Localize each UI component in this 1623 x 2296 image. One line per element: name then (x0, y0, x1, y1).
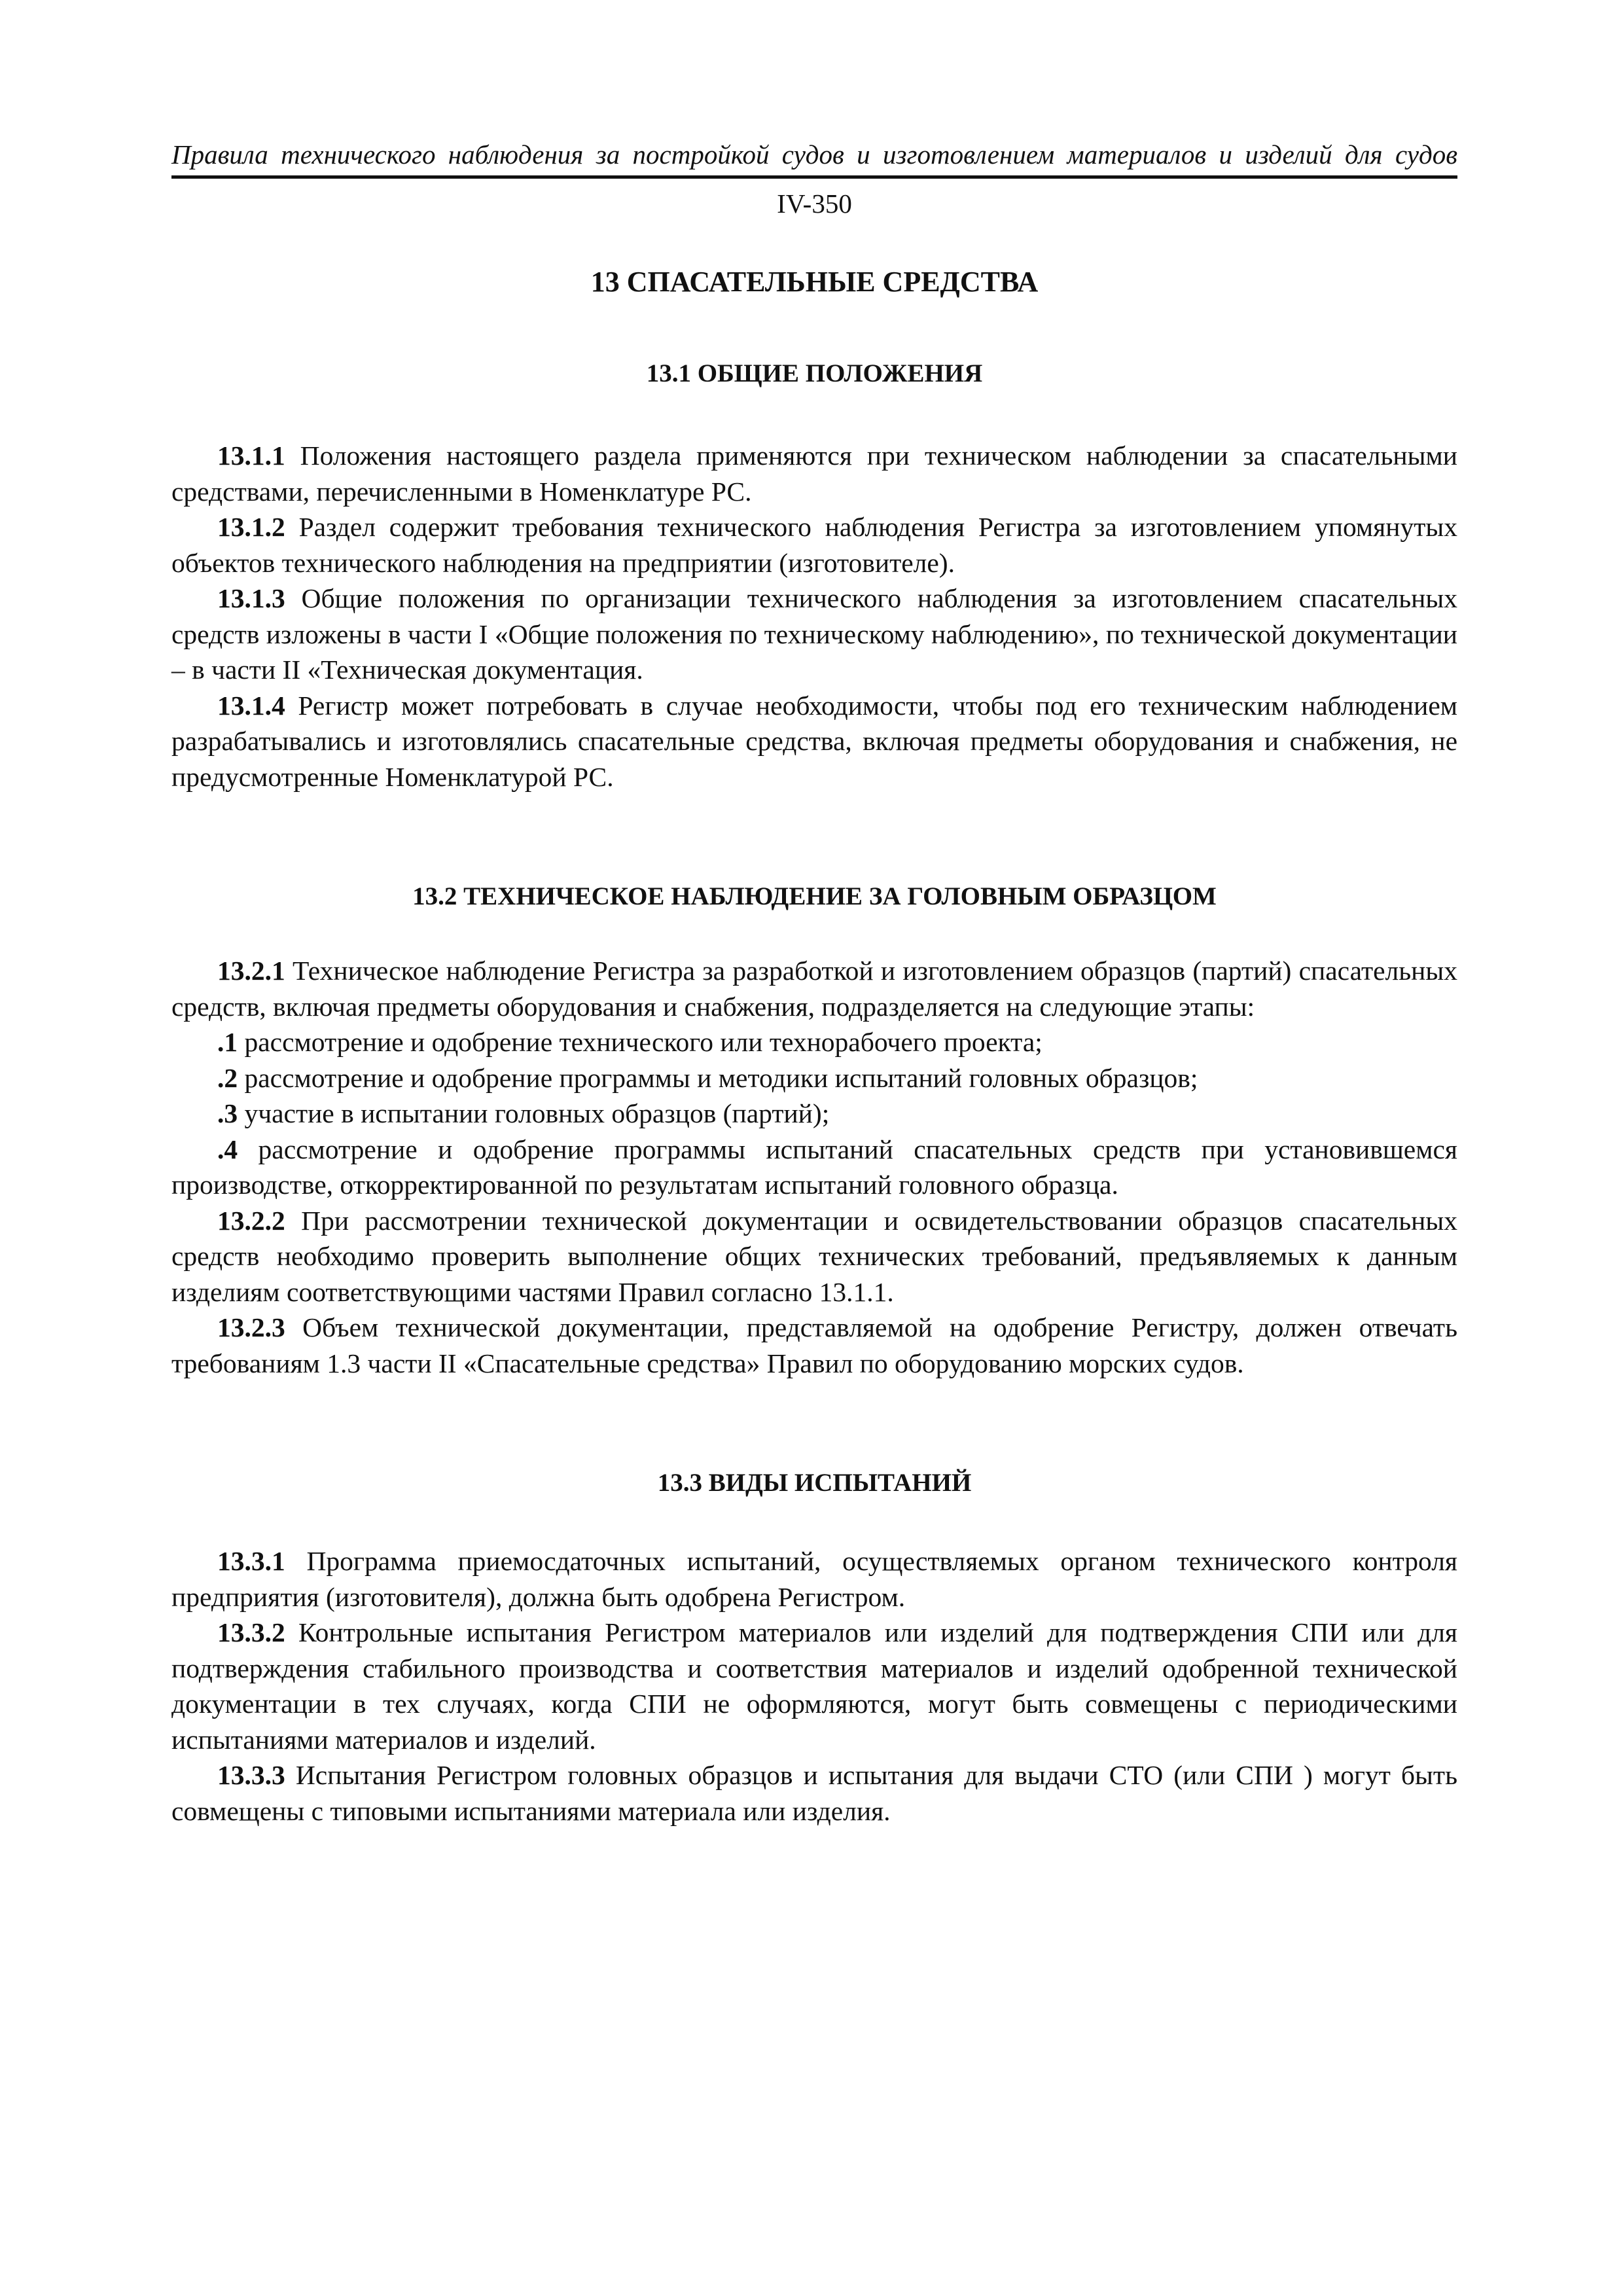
section-title: 13.1 ОБЩИЕ ПОЛОЖЕНИЯ (646, 359, 983, 387)
paragraph (171, 688, 1457, 795)
paragraph-number: 13.1.1 (217, 440, 285, 471)
paragraph-number: 13.2.2 (217, 1205, 285, 1236)
paragraph (171, 1310, 1457, 1381)
list-item-number: .1 (217, 1027, 238, 1057)
paragraph (171, 509, 1457, 581)
paragraph (171, 1615, 1457, 1757)
paragraph (171, 1757, 1457, 1829)
paragraph-text: Объем технической документации, представляемой на одобрение Регистру, должен отвечать требованиям 1.3 части II «Спасательные средства» Правил по оборудованию морских судов. (171, 1312, 1457, 1378)
paragraph-number: 13.1.3 (217, 583, 285, 613)
paragraph (171, 438, 1457, 509)
paragraph-text: Программа приемосдаточных испытаний, осуществляемых органом технического контроля предприятия (изготовителя), должна быть одобрена Регистром. (171, 1546, 1457, 1612)
chapter-title: 13 СПАСАТЕЛЬНЫЕ СРЕДСТВА (590, 266, 1039, 298)
paragraph (171, 581, 1457, 688)
list-item-text: рассмотрение и одобрение технического или технорабочего проекта; (238, 1027, 1043, 1057)
paragraph-number: 13.3.1 (217, 1546, 285, 1576)
paragraph (171, 1203, 1457, 1310)
page-number: IV-350 (777, 188, 852, 219)
paragraph-text: Положения настоящего раздела применяются при техническом наблюдении за спасательными средствами, перечисленными в Номенклатуре РС. (171, 440, 1457, 507)
paragraph-number: 13.2.1 (217, 956, 285, 986)
paragraph-text: Техническое наблюдение Регистра за разработкой и изготовлением образцов (партий) спасательных средств, включая предметы оборудования и снабжения, подразделяется на следующие этапы: (171, 956, 1457, 1022)
running-header: Правила технического наблюдения за постройкой судов и изготовлением материалов и изделий для судов (171, 137, 1457, 179)
paragraph-number: 13.2.3 (217, 1312, 285, 1342)
document-page (171, 137, 1457, 1829)
paragraph-number: 13.1.4 (217, 690, 285, 721)
paragraph-text: Раздел содержит требования технического наблюдения Регистра за изготовлением упомянутых объектов технического наблюдения на предприятии (изготовителе). (171, 512, 1457, 578)
paragraph-text: При рассмотрении технической документации и освидетельствовании образцов спасательных средств необходимо проверить выполнение общих технических требований, предъявляемых к данным изделиям соответствующими частями Правил согласно 13.1.1. (171, 1205, 1457, 1307)
list-item-number: .2 (217, 1062, 238, 1093)
paragraph-text: Общие положения по организации технического наблюдения за изготовлением спасательных средств изложены в части I «Общие положения по техническому наблюдению», по технической документации – в части II «Техническая документация. (171, 583, 1457, 685)
paragraph-number: 13.3.2 (217, 1617, 285, 1647)
paragraph-text: Контрольные испытания Регистром материалов или изделий для подтверждения СПИ или для подтверждения стабильного производства и соответствия материалов и изделий одобренной технической документации в тех случаях, когда СПИ не оформляются, могут быть совмещены с периодическими испытаниями материалов и изделий. (171, 1617, 1457, 1755)
paragraph-number: 13.1.2 (217, 512, 285, 542)
paragraph-number: 13.3.3 (217, 1760, 285, 1790)
paragraph (171, 1543, 1457, 1615)
section-title: 13.2 ТЕХНИЧЕСКОЕ НАБЛЮДЕНИЕ ЗА ГОЛОВНЫМ ОБРАЗЦОМ (412, 882, 1217, 910)
list-item-text: участие в испытании головных образцов (партий); (238, 1098, 830, 1128)
paragraph (171, 953, 1457, 1024)
list-item (171, 1096, 1457, 1132)
paragraph-text: Регистр может потребовать в случае необходимости, чтобы под его техническим наблюдением разрабатывались и изготовлялись спасательные средства, включая предметы оборудования и снабжения, не предусмотренные Номенклатурой РС. (171, 690, 1457, 792)
list-item-number: .3 (217, 1098, 238, 1128)
list-item-text: рассмотрение и одобрение программы испытаний спасательных средств при установившемся производстве, откорректированной по результатам испытаний головного образца. (171, 1134, 1457, 1200)
list-item-text: рассмотрение и одобрение программы и методики испытаний головных образцов; (238, 1062, 1198, 1093)
list-item (171, 1132, 1457, 1203)
list-item (171, 1060, 1457, 1096)
list-item-number: .4 (217, 1134, 238, 1164)
list-item (171, 1024, 1457, 1060)
paragraph-text: Испытания Регистром головных образцов и испытания для выдачи СТО (или СПИ ) могут быть совмещены с типовыми испытаниями материала или изделия. (171, 1760, 1457, 1826)
section-title: 13.3 ВИДЫ ИСПЫТАНИЙ (657, 1469, 972, 1497)
